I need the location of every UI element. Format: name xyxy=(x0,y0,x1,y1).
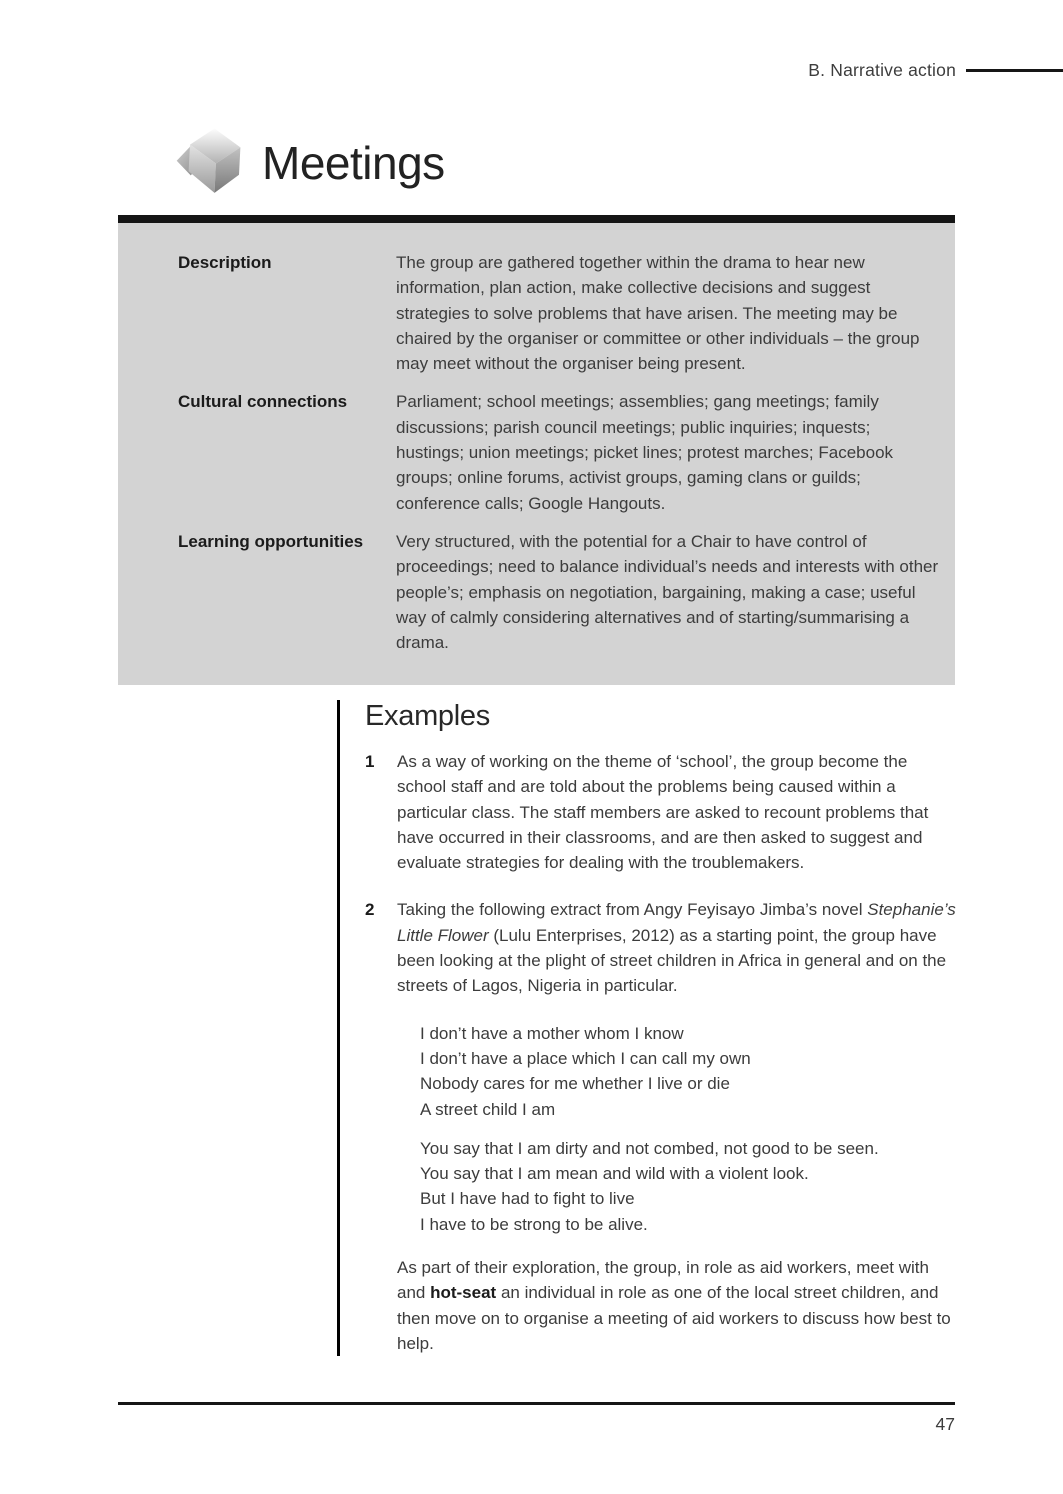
page-title: Meetings xyxy=(262,136,445,189)
info-table xyxy=(118,215,955,685)
item-number: 2 xyxy=(365,900,375,920)
examples-section xyxy=(337,700,980,1356)
item-text-tail: (Lulu Enterprises, 2012) as a starting point, the group have been looking at the plight of street children in Africa in general and on the streets of Lagos, Nigeria in particular. xyxy=(397,925,947,996)
diamond-cube-icon xyxy=(176,124,246,201)
poem-line: I don’t have a place which I can call my own xyxy=(420,1048,751,1068)
poem-line: You say that I am dirty and not combed, not good to be seen. xyxy=(420,1138,879,1158)
row-label-cultural-connections: Cultural connections xyxy=(178,392,348,412)
poem-line: I have to be strong to be alive. xyxy=(420,1214,648,1234)
hot-seat-term: hot-seat xyxy=(430,1283,497,1303)
table-row xyxy=(178,529,939,655)
closing-lead: As part of their exploration, the group, in role as aid workers, meet with and xyxy=(397,1258,929,1303)
table-row xyxy=(178,389,939,515)
closing-paragraph xyxy=(397,1255,957,1356)
closing-tail: an individual in role as one of the local street children, and then move on to organise a meeting of aid workers to discuss how best to help. xyxy=(397,1283,951,1353)
item-text xyxy=(397,897,957,998)
row-value-cultural-connections: Parliament; school meetings; assemblies; gang meetings; family discussions; parish council meetings; public inquiries; inquests; hustings; union meetings; picket lines; protest marches; Facebook groups; online forums, activist groups, gaming clans or guilds; conference calls; Google Hangouts. xyxy=(396,392,894,513)
title-block xyxy=(176,124,445,201)
poem-stanza-1 xyxy=(420,1021,980,1122)
row-label-description: Description xyxy=(178,253,272,272)
row-value-learning-opportunities: Very structured, with the potential for a Chair to have control of proceedings; need to balance individual’s needs and interests with other people’s; emphasis on negotiation, bargaining, making a case; useful way of calmly considering alternatives and of starting/summarising a drama. xyxy=(396,531,939,653)
poem-line: But I have had to fight to live xyxy=(420,1189,635,1209)
section-label: B. Narrative action xyxy=(808,60,956,80)
poem-stanza-2 xyxy=(420,1136,980,1237)
book-title: Stephanie’s Little Flower xyxy=(397,900,956,945)
running-header xyxy=(808,60,1063,81)
item-text-lead: Taking the following extract from Angy Feyisayo Jimba’s novel xyxy=(397,900,868,920)
poem-line: A street child I am xyxy=(420,1099,556,1119)
row-label-learning-opportunities: Learning opportunities xyxy=(178,531,364,551)
poem-line: You say that I am mean and wild with a violent look. xyxy=(420,1164,809,1184)
poem-line: I don’t have a mother whom I know xyxy=(420,1023,684,1043)
table-row xyxy=(178,250,939,376)
header-rule xyxy=(966,69,1063,72)
page-footer xyxy=(118,1402,955,1435)
page-number: 47 xyxy=(935,1414,955,1434)
item-number: 1 xyxy=(365,752,375,771)
item-text: As a way of working on the theme of ‘school’, the group become the school staff and are told about the problems being caused within a particular class. The staff members are asked to recount problems that have occurred in their classrooms, and are then asked to suggest and evaluate strategies for dealing with the troublemakers. xyxy=(397,752,929,873)
row-value-description: The group are gathered together within the drama to hear new information, plan action, make collective decisions and suggest strategies to solve problems that have arisen. The meeting may be chaired by the organiser or committee or other individuals – the group may meet without the organiser being present. xyxy=(396,253,920,374)
examples-heading: Examples xyxy=(365,700,490,732)
example-item-2 xyxy=(365,897,980,998)
example-item-1 xyxy=(365,749,980,875)
poem-line: Nobody cares for me whether I live or die xyxy=(420,1074,730,1094)
